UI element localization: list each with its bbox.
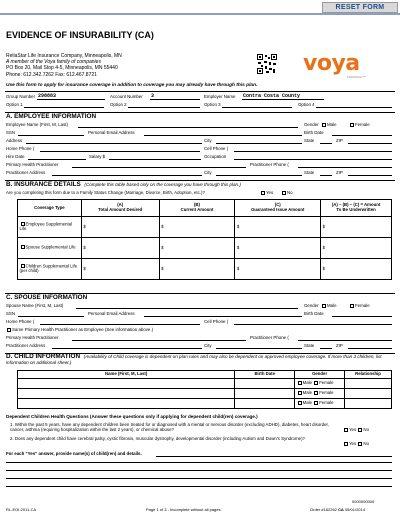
city-line[interactable] bbox=[216, 170, 302, 176]
address-line[interactable] bbox=[26, 138, 202, 144]
checkbox-icon[interactable] bbox=[298, 381, 302, 385]
gender-male-option[interactable]: Male bbox=[297, 380, 312, 385]
employer-name-line bbox=[242, 94, 324, 100]
birth-date-line[interactable] bbox=[332, 130, 392, 136]
practitioner-phone-label: Practitioner Phone ( bbox=[250, 335, 289, 340]
details-line[interactable] bbox=[6, 473, 392, 479]
amount-cell[interactable]: $ bbox=[159, 259, 235, 280]
account-number-line bbox=[150, 94, 200, 100]
ssn-line[interactable] bbox=[18, 311, 84, 317]
table-row bbox=[18, 379, 392, 389]
child-table-header bbox=[18, 371, 392, 379]
gender-label: Gender bbox=[304, 303, 319, 308]
employee-name-label: Employee Name (First, M, Last) bbox=[6, 122, 68, 127]
details-line[interactable] bbox=[6, 481, 392, 487]
checkbox-icon[interactable] bbox=[350, 123, 354, 127]
child-relationship-cell[interactable] bbox=[345, 389, 392, 399]
col-coverage-type: Coverage Type bbox=[18, 200, 82, 217]
cell-phone-line[interactable] bbox=[234, 146, 392, 152]
col-child-birth: Birth Date bbox=[235, 371, 295, 379]
qr-code-icon bbox=[257, 54, 277, 74]
dependent-question-2: 2. Does any dependent child have cerebral palsy, cystic fibrosis, muscular dystrophy, developmental disorder (including Autism and Down's Syndrome)? bbox=[10, 436, 305, 441]
checkbox-icon[interactable] bbox=[322, 123, 326, 127]
practitioner-address-label: Practitioner Address bbox=[6, 343, 46, 348]
zip-line[interactable] bbox=[348, 343, 392, 349]
child-gender-cell bbox=[295, 389, 345, 399]
divider bbox=[5, 91, 395, 92]
php-line[interactable] bbox=[72, 162, 246, 168]
child-gender-cell bbox=[295, 379, 345, 389]
gender-label: Gender bbox=[304, 122, 319, 127]
form-number: RL-EOI-2011-CA bbox=[6, 507, 37, 512]
form-barcode-number: 0000000000 bbox=[352, 499, 375, 504]
company-line-1: ReliaStar Life Insurance Company, Minneapolis, MN bbox=[6, 53, 122, 59]
state-line[interactable] bbox=[320, 170, 332, 176]
table-row bbox=[18, 399, 392, 409]
col-child-name: Name (First, M, Last) bbox=[18, 371, 235, 379]
child-birth-cell[interactable] bbox=[235, 399, 295, 409]
section-a-title: A. EMPLOYEE INFORMATION bbox=[6, 113, 97, 120]
amount-cell[interactable]: $ bbox=[321, 217, 392, 238]
spouse-name-row bbox=[6, 303, 394, 311]
practitioner-address-line[interactable] bbox=[52, 170, 202, 176]
zip-line[interactable] bbox=[348, 170, 392, 176]
child-name-cell[interactable] bbox=[18, 399, 235, 409]
birth-date-label: Birth Date bbox=[304, 311, 324, 316]
city-line[interactable] bbox=[216, 138, 302, 144]
option-1-line[interactable] bbox=[24, 102, 104, 108]
cell-phone-label: Cell Phone ( bbox=[204, 146, 229, 151]
voya-logo: voya bbox=[303, 51, 360, 76]
option-4-line[interactable] bbox=[316, 102, 392, 108]
page-indicator: Page 1 of 3 - Incomplete without all pages. bbox=[146, 507, 222, 512]
option-1-label: Option 1 bbox=[6, 102, 23, 107]
gender-male-option[interactable]: Male bbox=[297, 400, 312, 405]
hire-date-row bbox=[6, 154, 394, 162]
personal-email-line[interactable] bbox=[144, 130, 302, 136]
hire-date-line[interactable] bbox=[28, 154, 86, 160]
birth-date-label: Birth Date bbox=[304, 130, 324, 135]
occupation-line[interactable] bbox=[234, 154, 392, 160]
q2-no[interactable]: No bbox=[357, 441, 369, 446]
checkbox-icon[interactable] bbox=[298, 391, 302, 395]
city-label: City bbox=[204, 170, 212, 175]
section-c-title: C. SPOUSE INFORMATION bbox=[6, 294, 88, 301]
section-b-title: B. INSURANCE DETAILS (Complete this table based only on the coverage you have through this plan.) bbox=[6, 181, 241, 188]
checkbox-icon[interactable] bbox=[344, 428, 348, 432]
practitioner-phone-line[interactable] bbox=[298, 162, 392, 168]
col-current-amount: (B) Current Amount bbox=[159, 200, 235, 217]
state-label: State bbox=[304, 343, 315, 348]
option-2-line[interactable] bbox=[128, 102, 200, 108]
spouse-ssn-row bbox=[6, 311, 394, 319]
family-status-question: Are you completing this form due to a Family Status Change (Marriage, Divorce, Birth, Adoption, etc.)? bbox=[6, 190, 205, 195]
employer-name-value[interactable]: Contra Costa County bbox=[243, 92, 301, 99]
employee-name-line[interactable] bbox=[78, 122, 298, 128]
details-line[interactable] bbox=[6, 457, 392, 463]
employer-name-label: Employer Name bbox=[204, 94, 236, 99]
col-child-gender: Gender bbox=[295, 371, 345, 379]
city-label: City bbox=[204, 343, 212, 348]
personal-email-label: Personal Email Address bbox=[88, 130, 135, 135]
gender-male-option[interactable]: Male bbox=[321, 303, 337, 308]
checkbox-icon[interactable] bbox=[7, 328, 11, 332]
gender-female-option[interactable]: Female bbox=[349, 122, 370, 127]
followup-label: For each "Yes" answer, provide name(s) of child(ren) and details. bbox=[6, 451, 142, 456]
q2-yes[interactable]: Yes bbox=[343, 441, 356, 446]
company-line-2: A member of the Voya family of companies bbox=[6, 59, 101, 66]
child-relationship-cell[interactable] bbox=[345, 399, 392, 409]
coverage-type-cell[interactable]: Employee Supplemental Life bbox=[18, 217, 82, 238]
zip-label: ZIP bbox=[336, 343, 343, 348]
cell-phone-line[interactable] bbox=[234, 319, 392, 325]
gender-female-option[interactable]: Female bbox=[313, 400, 333, 405]
child-birth-cell[interactable] bbox=[235, 379, 295, 389]
ssn-label: SSN bbox=[6, 311, 16, 316]
salary-line[interactable] bbox=[109, 154, 201, 160]
spouse-practitioner-address-row bbox=[6, 343, 394, 351]
state-label: State bbox=[304, 138, 315, 143]
group-number-value[interactable]: 298883 bbox=[38, 92, 57, 99]
home-phone-label: Home Phone ( bbox=[6, 146, 35, 151]
checkbox-icon[interactable] bbox=[261, 191, 265, 195]
company-line-3: PO Box 20, Mail Stop 4-5, Minneapolis, MN 55440 bbox=[6, 65, 118, 72]
home-phone-row bbox=[6, 146, 394, 154]
order-info: Order #162262 CA 05/01/2014 bbox=[310, 507, 365, 512]
practitioner-address-label: Practitioner Address bbox=[6, 170, 46, 175]
hire-date-label: Hire Date bbox=[6, 154, 25, 159]
insurance-table bbox=[17, 199, 392, 280]
cell-phone-label: Cell Phone ( bbox=[204, 319, 229, 324]
gender-male-option[interactable]: Male bbox=[297, 390, 312, 395]
dependent-question-1: 1. Within the past 5 years, have any dependent children been treated for or diagnosed with a mental or nervous disorder (excluding ADHD), diabetes, heart disorder, cancer, asthma (requiring hospitalization within the last 2 years), or chemical abuse? bbox=[10, 422, 329, 433]
birth-date-line[interactable] bbox=[332, 311, 392, 317]
company-line-4: Phone: 612.342.7262 Fax: 612.467.8721 bbox=[6, 71, 97, 78]
practitioner-phone-label: Practitioner Phone ( bbox=[250, 162, 289, 167]
zip-label: ZIP bbox=[336, 170, 343, 175]
child-name-cell[interactable] bbox=[18, 379, 235, 389]
options-row bbox=[6, 102, 394, 110]
checkbox-icon[interactable] bbox=[298, 401, 302, 405]
practitioner-phone-line[interactable] bbox=[298, 335, 392, 341]
intro-instruction: Use this form to apply for insurance coverage in addition to coverage you may already have through this plan. bbox=[6, 83, 258, 88]
col-total-amount: (A) Total Amount Desired bbox=[81, 200, 159, 217]
practitioner-address-row bbox=[6, 170, 394, 178]
header-divider bbox=[0, 13, 400, 15]
address-label: Address bbox=[6, 138, 23, 143]
checkbox-icon[interactable] bbox=[358, 428, 362, 432]
state-label: State bbox=[304, 170, 315, 175]
table-row bbox=[18, 259, 392, 280]
reset-form-button[interactable]: RESET FORM bbox=[322, 2, 398, 13]
address-row bbox=[6, 138, 394, 146]
child-name-cell[interactable] bbox=[18, 389, 235, 399]
employee-name-row bbox=[6, 122, 394, 130]
spouse-name-line[interactable] bbox=[76, 303, 298, 309]
city-label: City bbox=[204, 138, 212, 143]
checkbox-icon[interactable] bbox=[358, 442, 362, 446]
checkbox-icon[interactable] bbox=[314, 401, 318, 405]
child-gender-cell bbox=[295, 399, 345, 409]
php-row bbox=[6, 162, 394, 170]
option-3-label: Option 3 bbox=[204, 102, 221, 107]
salary-label: Salary $ bbox=[89, 154, 106, 159]
checkbox-icon[interactable] bbox=[314, 391, 318, 395]
child-relationship-cell[interactable] bbox=[345, 379, 392, 389]
child-table bbox=[17, 370, 392, 409]
q1-answers bbox=[343, 427, 369, 432]
zip-label: ZIP bbox=[336, 138, 343, 143]
checkbox-icon[interactable] bbox=[350, 304, 354, 308]
ssn-row bbox=[6, 130, 394, 138]
ssn-label: SSN bbox=[6, 130, 16, 135]
family-status-no[interactable]: No bbox=[281, 190, 293, 195]
details-line[interactable] bbox=[6, 465, 392, 471]
coverage-type-cell[interactable]: Children Supplemental Life (per child) bbox=[18, 259, 82, 280]
col-to-be-underwritten: (A) – (B) – (C) = Amount To Be Underwritten bbox=[321, 200, 392, 217]
gender-female-option[interactable]: Female bbox=[313, 390, 333, 395]
amount-cell[interactable]: $ bbox=[235, 238, 321, 259]
option-2-label: Option 2 bbox=[110, 102, 127, 107]
group-number-line bbox=[37, 94, 105, 100]
practitioner-address-line[interactable] bbox=[52, 343, 202, 349]
option-4-label: Option 4 bbox=[298, 102, 315, 107]
company-info bbox=[6, 53, 122, 78]
personal-email-line[interactable] bbox=[144, 311, 302, 317]
home-phone-label: Home Phone ( bbox=[6, 319, 35, 324]
q1-yes[interactable]: Yes bbox=[343, 427, 356, 432]
amount-cell[interactable]: $ bbox=[81, 259, 159, 280]
account-number-label: Account Number bbox=[110, 94, 143, 99]
home-phone-line[interactable] bbox=[40, 319, 200, 325]
same-php-option[interactable]: Same Primary Health Practitioner as Employee (See information above.) bbox=[6, 327, 153, 332]
amount-cell[interactable]: $ bbox=[235, 217, 321, 238]
q2-answers bbox=[343, 441, 369, 446]
section-d-title: D. CHILD INFORMATION (Availability of Child coverage is dependent on plan rules and may also be dependent on approved employee coverage. If more than 3 children, list information on additional sheet.) bbox=[6, 353, 382, 366]
group-row bbox=[6, 94, 394, 102]
voya-logo-subtitle: FINANCIAL™ bbox=[347, 75, 366, 79]
dependent-health-heading: Dependent Children Health Questions (Answer these questions only if applying for dependent child(ren) coverage.) bbox=[6, 414, 258, 419]
checkbox-icon[interactable] bbox=[314, 381, 318, 385]
col-guaranteed-issue: (C) Guaranteed Issue Amount bbox=[235, 200, 321, 217]
spouse-phone-row bbox=[6, 319, 394, 327]
child-birth-cell[interactable] bbox=[235, 389, 295, 399]
account-number-value[interactable]: 3 bbox=[151, 92, 155, 99]
table-row bbox=[18, 389, 392, 399]
amount-cell[interactable]: $ bbox=[235, 259, 321, 280]
family-status-yes[interactable]: Yes bbox=[260, 190, 273, 195]
gender-female-option[interactable]: Female bbox=[349, 303, 370, 308]
family-status-row bbox=[6, 190, 394, 198]
personal-email-label: Personal Email Address bbox=[88, 311, 135, 316]
php-line[interactable] bbox=[72, 335, 246, 341]
checkbox-icon[interactable] bbox=[282, 191, 286, 195]
option-3-line[interactable] bbox=[222, 102, 292, 108]
state-line[interactable] bbox=[320, 138, 332, 144]
checkbox-icon[interactable] bbox=[21, 245, 25, 249]
state-line[interactable] bbox=[320, 343, 332, 349]
php-label: Primary Health Practitioner bbox=[6, 335, 59, 340]
occupation-label: Occupation bbox=[204, 154, 227, 159]
amount-cell[interactable]: $ bbox=[159, 217, 235, 238]
city-line[interactable] bbox=[216, 343, 302, 349]
spouse-php-row bbox=[6, 335, 394, 343]
document-title: EVIDENCE OF INSURABILITY (CA) bbox=[6, 30, 154, 40]
zip-line[interactable] bbox=[348, 138, 392, 144]
insurance-table-header bbox=[18, 200, 392, 217]
spouse-name-label: Spouse Name (First, M, Last) bbox=[6, 303, 64, 308]
gender-female-option[interactable]: Female bbox=[313, 380, 333, 385]
table-row bbox=[18, 217, 392, 238]
php-label: Primary Health Practitioner bbox=[6, 162, 59, 167]
amount-cell[interactable]: $ bbox=[81, 217, 159, 238]
group-number-label: Group Number bbox=[6, 94, 36, 99]
col-child-relationship: Relationship bbox=[345, 371, 392, 379]
coverage-type-cell[interactable]: Spouse Supplemental Life bbox=[18, 238, 82, 259]
ssn-line[interactable] bbox=[18, 130, 84, 136]
table-row bbox=[18, 238, 392, 259]
home-phone-line[interactable] bbox=[40, 146, 200, 152]
same-php-row bbox=[6, 327, 394, 335]
amount-cell[interactable]: $ bbox=[321, 238, 392, 259]
checkbox-icon[interactable] bbox=[322, 304, 326, 308]
amount-cell[interactable]: $ bbox=[159, 238, 235, 259]
gender-male-option[interactable]: Male bbox=[321, 122, 337, 127]
q1-no[interactable]: No bbox=[357, 427, 369, 432]
checkbox-icon[interactable] bbox=[344, 442, 348, 446]
amount-cell[interactable]: $ bbox=[81, 238, 159, 259]
amount-cell[interactable]: $ bbox=[321, 259, 392, 280]
